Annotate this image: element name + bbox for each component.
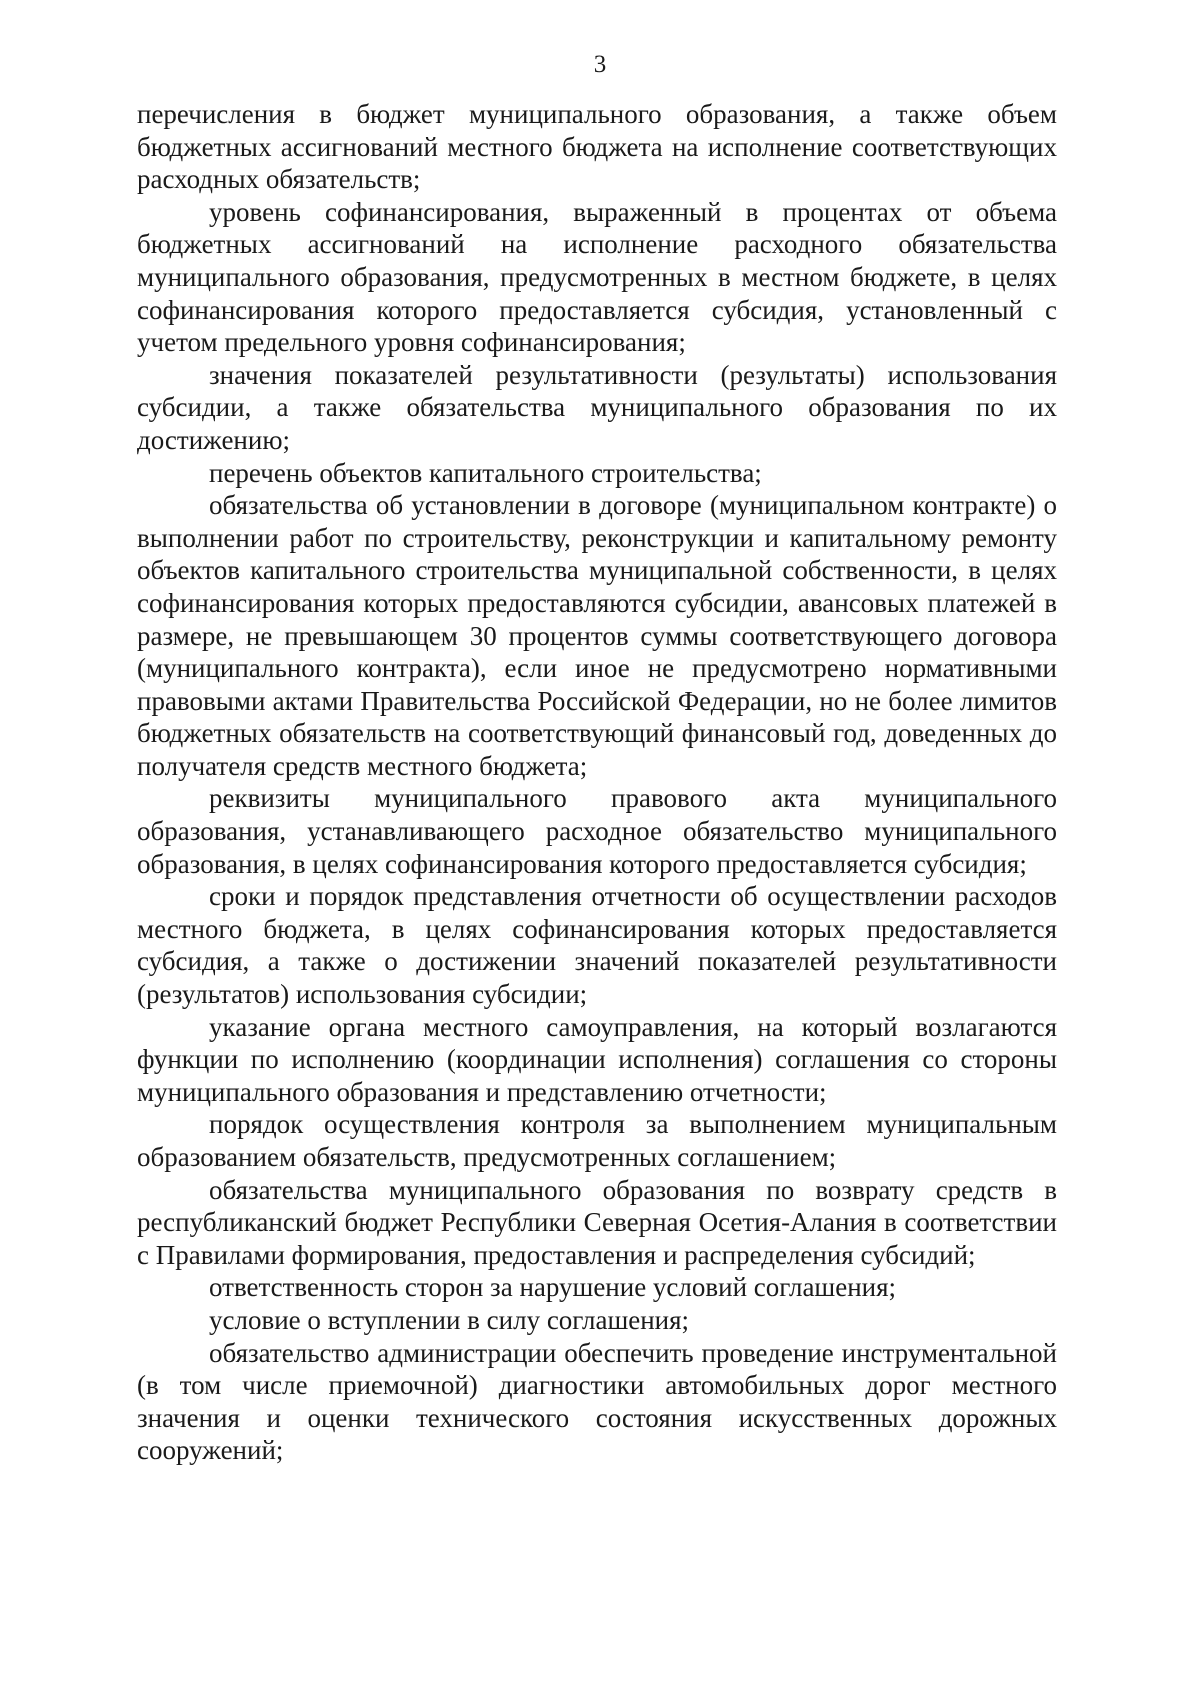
paragraph-2: уровень софинансирования, выраженный в процентах от объема бюджетных ассигнований на исполнение расходного обязательства муниципального образования, предусмотренных в местном бюджете, в целях софинансирования которого предоставляется субсидия, установленный с учетом предельного уровня софинансирования; bbox=[137, 196, 1057, 358]
page-number: 3 bbox=[593, 51, 607, 78]
paragraph-3: значения показателей результативности (результаты) использования субсидии, а также обязательства муниципального образования по их достижению; bbox=[137, 359, 1057, 455]
paragraph-11: ответственность сторон за нарушение условий соглашения; bbox=[209, 1272, 897, 1303]
paragraph-7: сроки и порядок представления отчетности об осуществлении расходов местного бюджета, в целях софинансирования которых предоставляется субсидия, а также о достижении значений показателей результативности (результатов) использования субсидии; bbox=[137, 881, 1057, 1010]
paragraph-13: обязательство администрации обеспечить проведение инструментальной (в том числе приемочной) диагностики автомобильных дорог местного значения и оценки технического состояния искусственных дорожных сооружений; bbox=[137, 1337, 1057, 1466]
paragraph-9: порядок осуществления контроля за выполнением муниципальным образованием обязательств, предусмотренных соглашением; bbox=[137, 1109, 1057, 1172]
paragraph-12: условие о вступлении в силу соглашения; bbox=[209, 1304, 690, 1335]
document-body bbox=[137, 98, 1057, 1467]
paragraph-4: перечень объектов капитального строительства; bbox=[209, 457, 762, 488]
paragraph-6: реквизиты муниципального правового акта муниципального образования, устанавливающего расходное обязательство муниципального образования, в целях софинансирования которого предоставляется субсидия; bbox=[137, 783, 1057, 879]
paragraph-1: перечисления в бюджет муниципального образования, а также объем бюджетных ассигнований местного бюджета на исполнение соответствующих расходных обязательств; bbox=[137, 99, 1057, 195]
paragraph-10: обязательства муниципального образования по возврату средств в республиканский бюджет Республики Северная Осетия-Алания в соответствии с Правилами формирования, предоставления и распределения субсидий; bbox=[137, 1174, 1057, 1270]
paragraph-8: указание органа местного самоуправления, на который возлагаются функции по исполнению (координации исполнения) соглашения со стороны муниципального образования и представлению отчетности; bbox=[137, 1011, 1057, 1107]
paragraph-5: обязательства об установлении в договоре (муниципальном контракте) о выполнении работ по строительству, реконструкции и капитальному ремонту объектов капитального строительства муниципальной собственности, в целях софинансирования которых предоставляются субсидии, авансовых платежей в размере, не превышающем 30 процентов суммы соответствующего договора (муниципального контракта), если иное не предусмотрено нормативными правовыми актами Правительства Российской Федерации, но не более лимитов бюджетных обязательств на соответствующий финансовый год, доведенных до получателя средств местного бюджета; bbox=[137, 490, 1057, 781]
